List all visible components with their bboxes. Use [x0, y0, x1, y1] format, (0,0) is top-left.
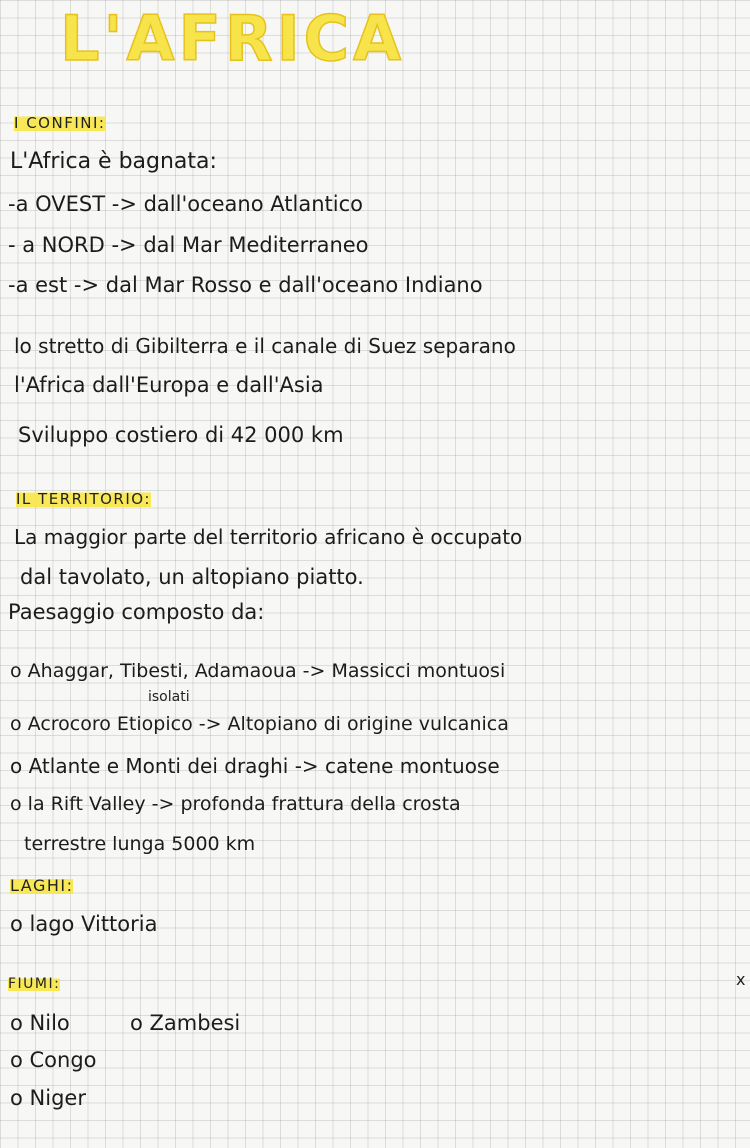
page-title: L'AFRICA: [60, 2, 406, 75]
laghi-line-1: o lago Vittoria: [10, 912, 158, 936]
territorio-line-4: o Ahaggar, Tibesti, Adamaoua -> Massicci montuosi: [10, 660, 506, 682]
fiumi-item-congo: o Congo: [10, 1048, 97, 1072]
territorio-line-7: o la Rift Valley -> profonda frattura della crosta: [10, 793, 461, 815]
territorio-line-6: o Atlante e Monti dei draghi -> catene montuose: [10, 754, 500, 778]
heading-fiumi: FIUMI:: [8, 976, 61, 992]
territorio-line-5: o Acrocoro Etiopico -> Altopiano di origine vulcanica: [10, 713, 509, 735]
confini-line-7: Sviluppo costiero di 42 000 km: [18, 423, 344, 447]
confini-line-1: L'Africa è bagnata:: [10, 149, 217, 174]
heading-confini: I CONFINI:: [14, 114, 106, 132]
fiumi-item-niger: o Niger: [10, 1086, 86, 1110]
heading-territorio: IL TERRITORIO:: [16, 490, 151, 508]
territorio-line-2: dal tavolato, un altopiano piatto.: [20, 565, 364, 589]
fiumi-item-zambesi: o Zambesi: [130, 1011, 241, 1035]
confini-line-5: lo stretto di Gibilterra e il canale di Suez separano: [14, 334, 516, 358]
heading-laghi: LAGHI:: [10, 876, 74, 895]
confini-line-3: - a NORD -> dal Mar Mediterraneo: [8, 233, 369, 257]
fiumi-item-nilo: o Nilo: [10, 1011, 70, 1035]
territorio-line-4-note: isolati: [148, 689, 190, 705]
confini-line-6: l'Africa dall'Europa e dall'Asia: [14, 373, 324, 397]
territorio-line-3: Paesaggio composto da:: [8, 600, 265, 624]
confini-line-2: -a OVEST -> dall'oceano Atlantico: [8, 192, 363, 216]
confini-line-4: -a est -> dal Mar Rosso e dall'oceano Indiano: [8, 273, 483, 297]
territorio-line-8: terrestre lunga 5000 km: [24, 833, 256, 855]
territorio-line-1: La maggior parte del territorio africano è occupato: [14, 525, 523, 549]
margin-mark: x: [736, 970, 746, 989]
